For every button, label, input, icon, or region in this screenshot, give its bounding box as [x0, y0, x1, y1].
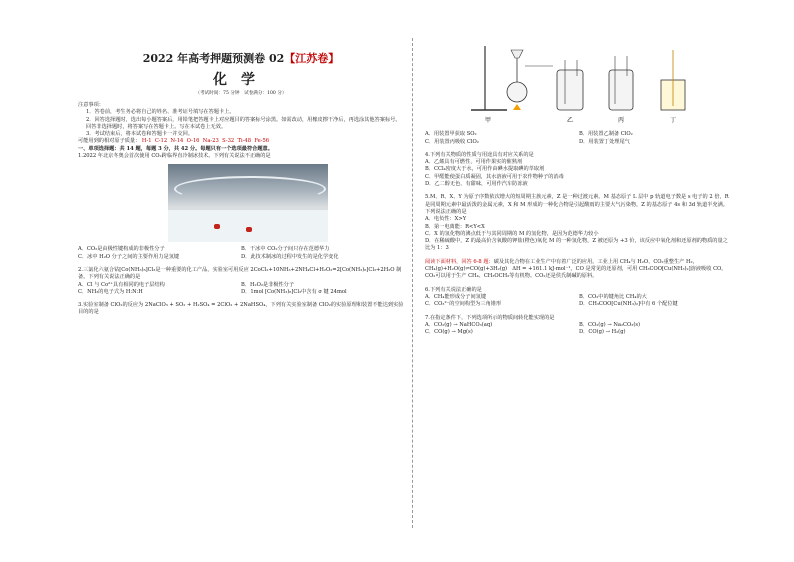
question-2-stem: 2.三氯化六氨合钴[Co(NH₃)₆]Cl₃是一种重要的化工产品，实验室可用反应 2CoCl₂+10NH₃+2NH₄Cl+H₂O₂=2[Co(NH₃)₆]Cl₃+2H₂O 制备。下列有关说法正确的是: [78, 266, 402, 281]
notes-heading: 注意事项：: [78, 102, 104, 108]
question-4-options: [425, 159, 733, 188]
option: B．第一电离能：R<Y<X: [425, 223, 485, 230]
question-6-options: [425, 294, 733, 309]
atomic-mass: Fe-56: [254, 138, 270, 145]
apparatus-label: 甲: [485, 117, 492, 124]
note-item: 1．答卷前，考生务必将自己的姓名、准考证号填写在答题卡上。: [86, 109, 235, 116]
option: C．冰中 H₂O 分子之间的主要作用力是氢键: [78, 253, 180, 260]
question-4-stem: 4.下列有关物质的性质与用途具有对应关系的是: [425, 151, 534, 158]
page-title: [78, 52, 404, 66]
question-5-options: [425, 216, 733, 252]
atomic-masses: [78, 138, 404, 145]
ice-rink-photo: [168, 164, 328, 242]
option: B．CO₂中的键角比 CH₄的大: [579, 293, 647, 300]
option: B．CO₂(g) → Na₂CO₃(s): [579, 321, 641, 328]
passage-lead: 阅读下面材料，回答 6-8 题：: [425, 258, 494, 265]
question-3-options: [425, 131, 733, 146]
left-column: [78, 52, 404, 317]
title-prefix: 2022 年高考押题预测卷 02: [142, 52, 285, 65]
option: D．CH₃COO[Cu(NH₃)₂]中有 6 个配位键: [579, 301, 678, 308]
option: B．干冰中 CO₂分子间只存在范德华力: [241, 246, 330, 253]
right-column: [425, 36, 733, 336]
option: A．用装置甲获取 SO₂: [425, 131, 477, 138]
option: C．CO(g) → Mg(s): [425, 329, 473, 336]
question-5-stem: 5.M、R、X、Y 为原子序数依次增大的短周期主族元素，Z 是一种过渡元素。M 基态原子 L 层中 p 轨道电子数是 s 电子的 2 倍，R 是同周期元素中最活泼的金属元素，X 和 M 形成的一种化合物是引起酸雨的主要大气污染物，Z 的基态原子 4s 和 3d 轨道半充满。下列说法正确的是: [425, 194, 729, 215]
atomic-mass: H-1: [141, 138, 152, 145]
atomic-masses-label: 可能用到的相对原子质量：: [78, 138, 141, 145]
atomic-mass: S-32: [222, 138, 235, 145]
atomic-mass: N-14: [170, 138, 184, 145]
option: B．CCl₄密度大于水，可用作由碘水提取碘的萃取剂: [425, 166, 545, 173]
option: C．用装置丙吸收 ClO₂: [425, 138, 479, 145]
option: C．X 的氢化物的沸点低于与其同周期的 M 的氢化物，是因为范德华力较小: [425, 230, 599, 237]
passage-text: 碳及其化合物在工业生产中有着广泛的应用。工业上用 CH₄与 H₂O、CO₂重整生产 H₂，CH₄(g)+H₂O(g)⇌CO(g)+3H₂(g) ΔH = +161.1 kJ·mol⁻¹，CO 是常见的还原剂，可用 CH₃COO[Cu(NH₃)₂]溶液吸收 CO。CO₂可以用于生产 CH₄、CH₃OCH₃等有机物。CO₂还是侯氏制碱的原料。: [425, 258, 727, 280]
option: C．CO₃²⁻的空间构型为三角锥形: [425, 301, 502, 308]
question-1-options: [78, 246, 404, 261]
option: D．1mol [Co(NH₃)₆]Cl₃中含有 σ 键 24mol: [241, 288, 347, 295]
question-2-options: [78, 282, 404, 297]
option: B．用装置乙制备 ClO₂: [579, 131, 633, 138]
atomic-mass: Ti-48: [237, 138, 252, 145]
option: A．电负性：X>Y: [425, 216, 467, 223]
atomic-mass: C-12: [154, 138, 168, 145]
option: A．Cl 与 Co²⁺具有相同的电子层结构: [78, 281, 165, 288]
option: B．H₂O₂是非极性分子: [241, 281, 295, 288]
option: A．CO₂是由极性键构成的非极性分子: [78, 246, 165, 253]
option: D．乙二醇无色、有甜味，可用作汽车防冻液: [425, 181, 528, 188]
option: D．在稀硫酸中，Z 的最高价含氧酸的钾盐(橙色)氧化 M 的一种氢化物，Z 被还原为 +3 价，该反应中氧化剂和还原剂的物质的量之比为 1：3: [425, 238, 728, 252]
title-region: 【江苏卷】: [284, 52, 340, 65]
reading-passage: [425, 259, 733, 281]
subject-heading: 化学: [213, 72, 269, 88]
question-1-stem: 1.2022 年北京冬奥会首次使用 CO₂跨临界直冷制冰技术。下列有关说法不正确的是: [78, 153, 271, 160]
apparatus-label: 乙: [567, 117, 574, 124]
option: C．NH₃的电子式为 H:N:H: [78, 288, 143, 295]
note-item: 3．考试结束后，将本试卷和答题卡一并交回。: [86, 131, 194, 138]
rink-roof-shape: [174, 176, 326, 202]
option: A．乙烯具有可燃性，可用作果实的催熟剂: [425, 159, 523, 166]
exam-meta: （考试时间：75 分钟 试卷满分：100 分）: [195, 91, 287, 96]
question-6-stem: 6.下列有关说法正确的是: [425, 286, 482, 293]
atomic-mass: Na-23: [202, 138, 219, 145]
option: C．甲醛能使蛋白质凝固，其水溶液可用于农作物种子的消毒: [425, 173, 564, 180]
question-7-options: [425, 322, 733, 337]
apparatus-label: 丙: [618, 117, 625, 124]
option: D．此技术制冰的过程中发生的是化学变化: [241, 253, 339, 260]
option: A．CO₂(g) → NaHCO₃(aq): [425, 321, 493, 328]
section-heading: 一、单项选择题：共 14 题，每题 3 分，共 42 分。每题只有一个选项最符合题意。: [78, 145, 273, 152]
option: A．CH₄能形成分子间氢键: [425, 293, 487, 300]
skater-figure: [214, 224, 220, 229]
apparatus-label: 丁: [670, 117, 677, 124]
question-7-stem: 7.在指定条件下，下列选项所示的物质间转化能实现的是: [425, 314, 555, 321]
note-item: 2．回答选择题时，选出每小题答案后，用铅笔把答题卡上对应题目的答案标号涂黑。如需改动，用橡皮擦干净后，再选涂其他答案标号。回答非选择题时，将答案写在答题卡上。写在本试卷上无效。: [86, 116, 401, 130]
option: D．用装置丁处理尾气: [579, 138, 630, 145]
rink-ice-surface: [168, 210, 328, 242]
option: D．CO(g) → H₂(g): [579, 329, 626, 336]
column-divider: [412, 38, 413, 528]
question-3-stem: 3.实验室制备 ClO₂的反应为 2NaClO₃ + SO₂ + H₂SO₄ = 2ClO₂ + 2NaHSO₄，下列有关实验室制备 ClO₂的实验原理和装置不能达到实验目的的是: [78, 302, 404, 316]
skater-figure: [246, 227, 252, 232]
lab-apparatus-diagram: [425, 36, 725, 124]
atomic-mass: O-16: [186, 138, 200, 145]
